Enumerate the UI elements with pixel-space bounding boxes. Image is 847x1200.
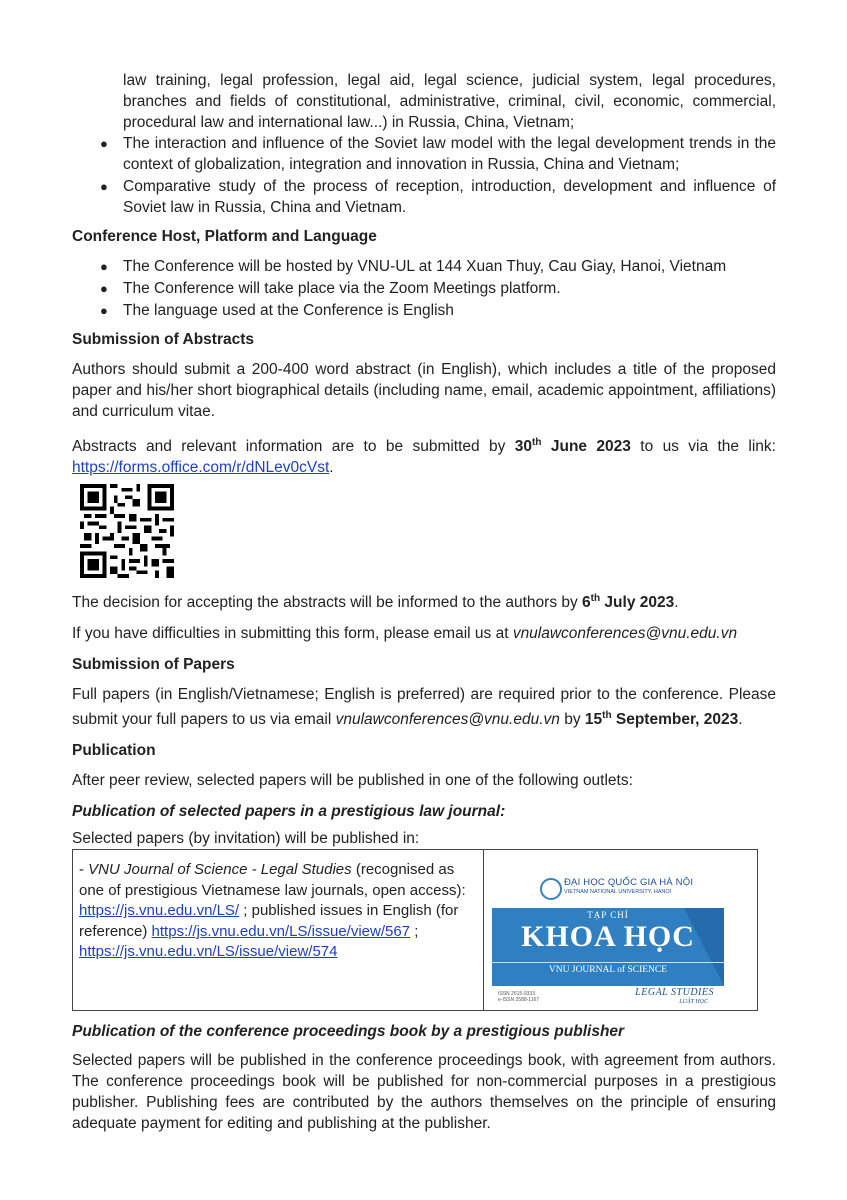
papers-paragraph: Full papers (in English/Vietnamese; English is preferred) are required prior to the conference. Please submit your full papers to us via email vnulawconferences@vnu.edu.vn by 15th September, 2023. <box>72 686 776 729</box>
list-item: ● The interaction and influence of the Soviet law model with the legal development trends in the context of globalization, integration and innovation in Russia, China and Vietnam; <box>100 135 776 173</box>
document-page <box>72 70 776 1144</box>
proceedings-paragraph: Selected papers will be published in the conference proceedings book, with agreement from authors. The conference proceedings book will be published for non-commercial purposes in a prestigious publisher. Publishing fees are contributed by the authors themselves on the principle of ensuring adequate payment for editing and publishing at the publisher. <box>72 1052 776 1133</box>
intro-bullet-list <box>72 133 776 218</box>
cover-subtitle: VNU JOURNAL of SCIENCE <box>492 962 724 975</box>
abstracts-paragraph: Authors should submit a 200-400 word abstract (in English), which includes a title of the proposed paper and his/her short biographical details (including name, email, academic appointment, affiliations) and curriculum vitae. <box>72 361 776 420</box>
bullet-dot-icon: ● <box>100 281 108 296</box>
host-bullet-list <box>72 256 776 321</box>
abstracts-heading: Submission of Abstracts <box>72 331 255 348</box>
issue-567-link[interactable]: https://js.vnu.edu.vn/LS/issue/view/567 <box>151 922 411 940</box>
list-item: ● The language used at the Conference is English <box>100 302 454 319</box>
cover-issn: ISSN 2615-9333 e-ISSN 2588-1167 <box>498 991 540 1004</box>
abstracts-deadline-paragraph: Abstracts and relevant information are to be submitted by 30th June 2023 to us via the link: https://forms.office.com/r/dNLev0cVst. <box>72 437 776 477</box>
bullet-dot-icon: ● <box>100 136 108 151</box>
list-item: ● Comparative study of the process of reception, introduction, development and influence of Soviet law in Russia, China and Vietnam. <box>100 178 776 216</box>
bullet-dot-icon: ● <box>100 259 108 274</box>
contact-email[interactable]: vnulawconferences@vnu.edu.vn <box>512 625 738 643</box>
cover-tap-chi: TẠP CHÍ <box>587 910 629 921</box>
journal-cover-image <box>492 858 724 1004</box>
qr-code-icon[interactable] <box>80 484 174 578</box>
abstract-form-link[interactable]: https://forms.office.com/r/dNLev0cVst <box>72 459 330 477</box>
cover-title: KHOA HỌC <box>521 920 695 954</box>
list-item: ● The Conference will be hosted by VNU-UL at 144 Xuan Thuy, Cau Giay, Hanoi, Vietnam <box>100 258 727 275</box>
journal-table <box>72 849 758 1011</box>
decision-paragraph: The decision for accepting the abstracts will be informed to the authors by 6th July 2023. <box>72 593 679 612</box>
table-row <box>73 850 758 1011</box>
university-logo-icon <box>540 878 562 900</box>
intro-continuation: law training, legal profession, legal aid, legal science, judicial system, legal procedures, branches and fields of constitutional, administrative, criminal, civil, economic, commercial, procedural law and international law...) in Russia, China, Vietnam; <box>123 72 776 131</box>
difficulty-paragraph: If you have difficulties in submitting this form, please email us at vnulawconferences@vnu.edu.vn <box>72 625 738 643</box>
journal-cover-cell <box>484 850 758 1011</box>
publication-heading: Publication <box>72 742 156 760</box>
proceedings-heading: Publication of the conference proceedings book by a prestigious publisher <box>72 1023 625 1041</box>
bullet-dot-icon: ● <box>100 179 108 194</box>
cover-university-en: VIETNAM NATIONAL UNIVERSITY, HANOI <box>564 889 672 896</box>
bullet-dot-icon: ● <box>100 303 108 318</box>
journal-link[interactable]: https://js.vnu.edu.vn/LS/ <box>79 902 240 920</box>
papers-email[interactable]: vnulawconferences@vnu.edu.vn <box>335 711 560 729</box>
cover-university: ĐẠI HỌC QUỐC GIA HÀ NỘI <box>564 877 694 889</box>
journal-intro: Selected papers (by invitation) will be published in: <box>72 830 420 848</box>
host-heading: Conference Host, Platform and Language <box>72 228 377 245</box>
papers-heading: Submission of Papers <box>72 656 235 674</box>
issue-574-link[interactable]: https://js.vnu.edu.vn/LS/issue/view/574 <box>79 943 338 961</box>
journal-info-cell: - VNU Journal of Science - Legal Studies (recognised as one of prestigious Vietnamese law journals, open access): https://js.vnu.edu.vn/LS/ ; published issues in English (for reference) https://js.vnu.edu.vn/LS/issue/view/567 ; https://js.vnu.edu.vn/LS/issue/view/574 <box>73 850 484 1011</box>
cover-series: LEGAL STUDIES <box>635 987 714 999</box>
list-item: ● The Conference will take place via the Zoom Meetings platform. <box>100 280 561 297</box>
publication-intro: After peer review, selected papers will be published in one of the following outlets: <box>72 772 633 790</box>
cover-series-vn: LUẬT HỌC <box>679 999 708 1006</box>
journal-heading: Publication of selected papers in a prestigious law journal: <box>72 803 506 821</box>
